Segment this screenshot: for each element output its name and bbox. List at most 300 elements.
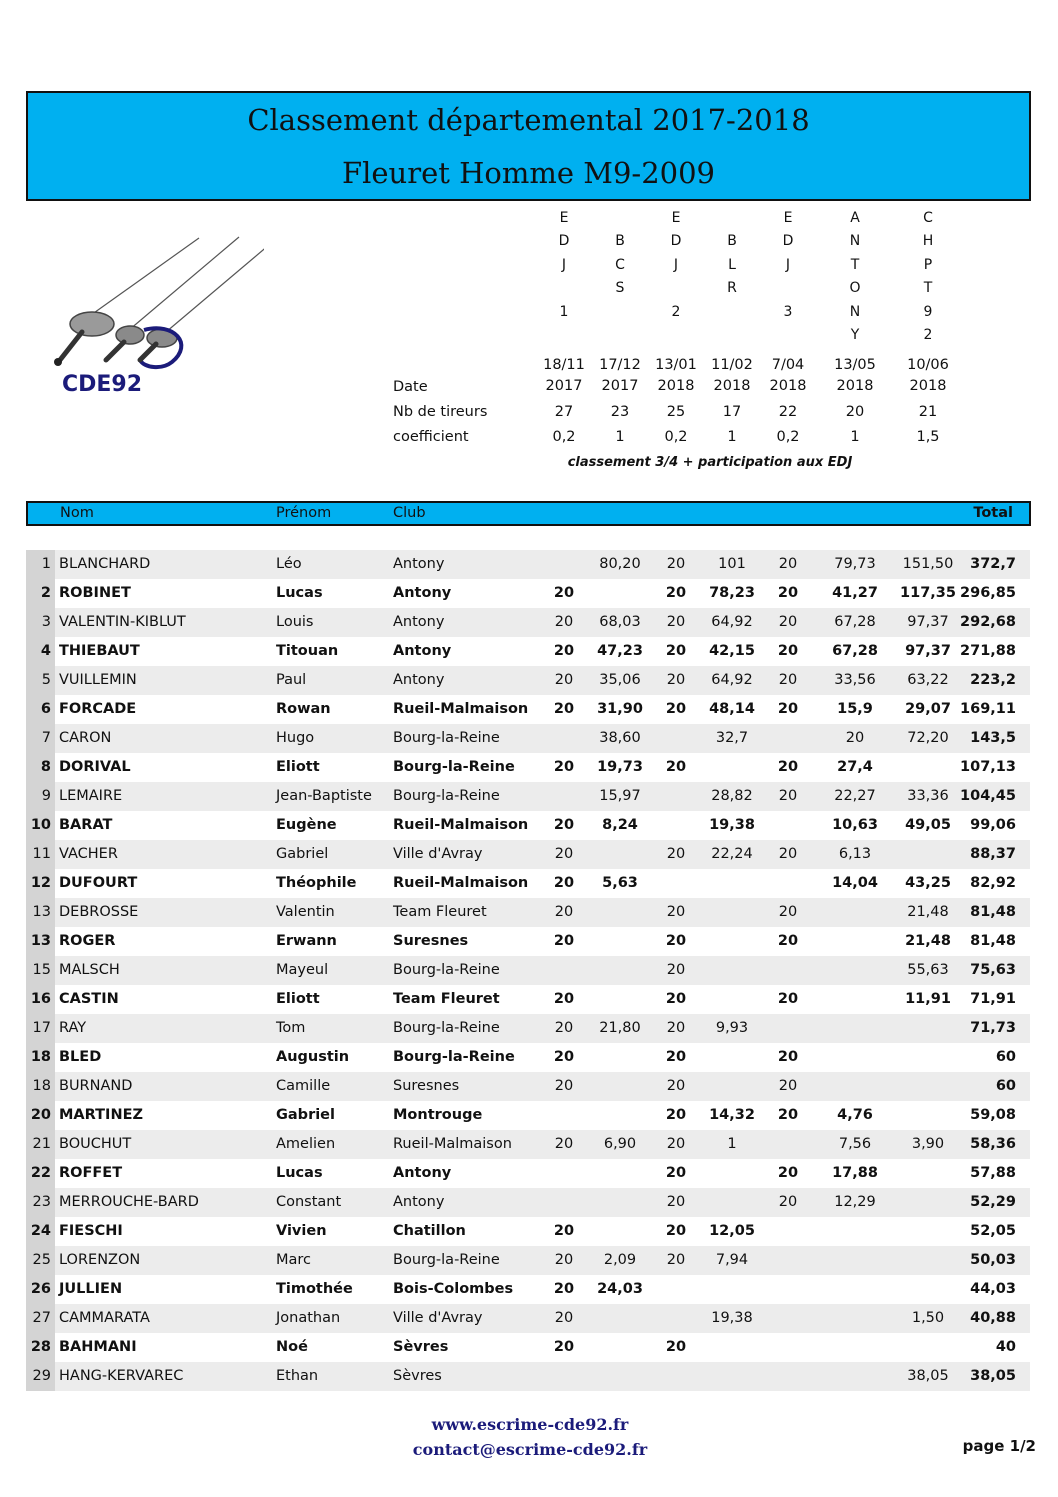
score-cell: 20 (554, 1136, 574, 1152)
nom-cell: CASTIN (59, 991, 119, 1007)
score-cell (534, 1188, 594, 1217)
score-cell: 20 (778, 614, 798, 630)
table-row (26, 608, 1030, 637)
score-cell (590, 1101, 650, 1130)
score-cell: 27,4 (837, 759, 873, 775)
score-cell: 20 (845, 730, 865, 746)
prenom-cell: Lucas (276, 585, 323, 601)
rank-cell: 7 (26, 724, 55, 753)
club-cell: Team Fleuret (393, 991, 500, 1007)
score-cell: 97,37 (907, 614, 949, 630)
score-cell: 22,27 (834, 788, 876, 804)
rank-cell: 20 (26, 1101, 55, 1130)
score-cell: 20 (665, 701, 687, 717)
club-cell: Rueil-Malmaison (393, 817, 529, 833)
score-cell: 20 (665, 1165, 687, 1181)
score-cell: 20 (665, 1339, 687, 1355)
nom-cell: LEMAIRE (59, 788, 123, 804)
page-subtitle: Fleuret Homme M9-2009 (341, 156, 715, 190)
score-cell: 20 (554, 846, 574, 862)
score-cell: 20 (666, 904, 686, 920)
rank-cell: 6 (26, 695, 55, 724)
nom-cell: RAY (59, 1020, 87, 1036)
rank-cell: 10 (26, 811, 55, 840)
score-cell (646, 811, 706, 840)
code-letter: D (670, 233, 682, 250)
club-cell: Montrouge (393, 1107, 483, 1123)
score-cell (825, 927, 885, 956)
total-cell: 143,5 (970, 730, 1016, 746)
nom-cell: MALSCH (59, 962, 120, 978)
club-cell: Antony (393, 643, 452, 659)
score-cell: 3,90 (911, 1136, 945, 1152)
nom-cell: BLED (59, 1049, 102, 1065)
coefficient-value: 1 (615, 429, 625, 445)
title-banner (26, 91, 1031, 201)
score-cell: 19,38 (711, 1310, 753, 1326)
club-cell: Bourg-la-Reine (393, 1252, 500, 1268)
score-cell: 33,56 (834, 672, 876, 688)
total-cell: 60 (995, 1049, 1016, 1065)
score-cell (898, 1159, 958, 1188)
prenom-cell: Mayeul (276, 962, 329, 978)
coefficient-value: 0,2 (776, 429, 800, 445)
score-cell (898, 840, 958, 869)
table-row (26, 840, 1030, 869)
prenom-cell: Timothée (276, 1281, 353, 1297)
competition-code-6 (835, 207, 875, 347)
code-letter: B (615, 233, 625, 250)
score-cell: 17,88 (832, 1165, 878, 1181)
ranking-note: classement 3/4 + participation aux EDJ (567, 455, 853, 470)
nom-cell: VALENTIN-KIBLUT (59, 614, 186, 630)
score-cell: 20 (554, 904, 574, 920)
score-cell: 21,48 (905, 933, 951, 949)
code-letter: E (783, 210, 793, 226)
rank-cell: 8 (26, 753, 55, 782)
prenom-cell: Paul (276, 672, 307, 688)
rank-cell: 28 (26, 1333, 55, 1362)
score-cell (534, 782, 594, 811)
code-letter: H (922, 233, 934, 250)
score-cell (758, 1362, 818, 1391)
nom-cell: CAMMARATA (59, 1310, 150, 1326)
score-cell: 14,04 (832, 875, 878, 891)
score-cell (758, 724, 818, 753)
score-cell (898, 1333, 958, 1362)
score-cell: 6,13 (838, 846, 872, 862)
total-cell: 271,88 (960, 643, 1016, 659)
score-cell: 20 (666, 1078, 686, 1094)
score-cell: 20 (554, 1078, 574, 1094)
club-cell: Antony (393, 614, 445, 630)
score-cell (758, 1217, 818, 1246)
score-cell (825, 1362, 885, 1391)
score-cell: 29,07 (905, 701, 951, 717)
table-row (26, 695, 1030, 724)
prenom-cell: Théophile (276, 875, 357, 891)
table-row (26, 1188, 1030, 1217)
score-cell: 7,56 (838, 1136, 872, 1152)
header-prenom: Prénom (276, 505, 332, 521)
score-cell: 79,73 (834, 556, 876, 572)
prenom-cell: Lucas (276, 1165, 323, 1181)
club-cell: Rueil-Malmaison (393, 875, 529, 891)
score-cell: 35,06 (599, 672, 641, 688)
score-cell: 20 (665, 991, 687, 1007)
score-cell: 42,15 (709, 643, 755, 659)
code-letter: N (849, 233, 861, 250)
nom-cell: VACHER (59, 846, 118, 862)
score-cell (534, 1362, 594, 1391)
code-letter: O (849, 280, 861, 297)
nom-cell: BOUCHUT (59, 1136, 132, 1152)
score-cell (825, 898, 885, 927)
rank-cell: 26 (26, 1275, 55, 1304)
code-letter: 1 (559, 303, 569, 320)
score-cell: 20 (553, 933, 575, 949)
score-cell (534, 550, 594, 579)
score-cell (898, 1072, 958, 1101)
score-cell (702, 956, 762, 985)
score-cell (898, 753, 958, 782)
table-row (26, 666, 1030, 695)
nb-tireurs-value: 22 (778, 404, 798, 420)
nb-tireurs-value: 27 (554, 404, 574, 420)
prenom-cell: Valentin (276, 904, 335, 920)
score-cell: 28,82 (711, 788, 753, 804)
score-cell: 20 (553, 701, 575, 717)
club-cell: Suresnes (393, 933, 469, 949)
score-cell: 101 (718, 556, 746, 572)
score-cell (534, 724, 594, 753)
score-cell (702, 869, 762, 898)
club-cell: Sèvres (393, 1339, 449, 1355)
code-letter: S (615, 280, 625, 297)
prenom-cell: Rowan (276, 701, 331, 717)
nom-cell: DUFOURT (59, 875, 138, 891)
score-cell: 14,32 (709, 1107, 755, 1123)
prenom-cell: Hugo (276, 730, 315, 746)
rank-cell: 12 (26, 869, 55, 898)
code-letter (712, 301, 752, 324)
total-cell: 292,68 (960, 614, 1016, 630)
table-row (26, 1014, 1030, 1043)
score-cell (898, 1101, 958, 1130)
score-cell: 20 (553, 875, 575, 891)
total-cell: 372,7 (970, 556, 1016, 572)
date-year: 2018 (836, 378, 874, 394)
score-cell: 67,28 (832, 643, 878, 659)
score-cell: 20 (778, 1194, 798, 1210)
code-letter: L (728, 256, 736, 273)
date-year: 2017 (545, 378, 583, 394)
total-cell: 52,05 (970, 1223, 1016, 1239)
club-cell: Rueil-Malmaison (393, 1136, 512, 1152)
club-cell: Ville d'Avray (393, 846, 483, 862)
club-cell: Bourg-la-Reine (393, 759, 515, 775)
date-day: 11/02 (711, 357, 753, 373)
prenom-cell: Eugène (276, 817, 337, 833)
rank-cell: 27 (26, 1304, 55, 1333)
score-cell: 20 (778, 1078, 798, 1094)
date-year: 2018 (657, 378, 695, 394)
table-row (26, 1072, 1030, 1101)
rank-cell: 16 (26, 985, 55, 1014)
score-cell (646, 1275, 706, 1304)
score-cell: 20 (665, 759, 687, 775)
total-cell: 169,11 (960, 701, 1016, 717)
score-cell: 20 (665, 643, 687, 659)
score-cell (590, 1362, 650, 1391)
score-cell: 20 (777, 643, 799, 659)
table-row (26, 550, 1030, 579)
coefficient-value: 0,2 (664, 429, 688, 445)
prenom-cell: Gabriel (276, 846, 329, 862)
code-letter: D (782, 233, 794, 250)
club-cell: Bourg-la-Reine (393, 730, 500, 746)
score-cell (758, 1275, 818, 1304)
coefficient-value: 1,5 (916, 429, 940, 445)
score-cell (825, 1072, 885, 1101)
score-cell: 12,05 (709, 1223, 755, 1239)
score-cell: 20 (777, 759, 799, 775)
nom-cell: ROGER (59, 933, 116, 949)
score-cell (646, 1362, 706, 1391)
code-letter: T (850, 256, 860, 273)
prenom-cell: Noé (276, 1339, 308, 1355)
club-cell: Bois-Colombes (393, 1281, 514, 1297)
rank-cell: 15 (26, 956, 55, 985)
code-letter: C (615, 256, 625, 273)
prenom-cell: Camille (276, 1078, 331, 1094)
total-cell: 223,2 (970, 672, 1016, 688)
table-header (26, 501, 1031, 526)
score-cell: 20 (666, 962, 686, 978)
table-row (26, 869, 1030, 898)
nom-cell: DEBROSSE (59, 904, 139, 920)
coefficient-label: coefficient (393, 429, 469, 445)
prenom-cell: Amelien (276, 1136, 336, 1152)
nom-cell: CARON (59, 730, 112, 746)
nom-cell: ROFFET (59, 1165, 123, 1181)
club-cell: Bourg-la-Reine (393, 788, 500, 804)
competition-code-4 (712, 207, 752, 324)
score-cell (702, 1362, 762, 1391)
score-cell: 117,35 (900, 585, 956, 601)
score-cell (758, 1246, 818, 1275)
score-cell: 20 (666, 846, 686, 862)
rank-cell: 22 (26, 1159, 55, 1188)
logo-text: CDE92 (62, 372, 143, 397)
rank-cell: 21 (26, 1130, 55, 1159)
club-cell: Antony (393, 672, 445, 688)
date-label: Date (393, 379, 428, 395)
score-cell: 72,20 (907, 730, 949, 746)
score-cell: 32,7 (715, 730, 749, 746)
club-cell: Antony (393, 556, 445, 572)
club-cell: Bourg-la-Reine (393, 1020, 500, 1036)
score-cell (758, 1333, 818, 1362)
score-cell: 20 (553, 1223, 575, 1239)
score-cell: 68,03 (599, 614, 641, 630)
code-letter: N (849, 303, 861, 320)
nb-tireurs-value: 21 (918, 404, 938, 420)
score-cell: 20 (665, 933, 687, 949)
competition-code-1 (544, 207, 584, 324)
table-row (26, 1159, 1030, 1188)
total-cell: 52,29 (970, 1194, 1016, 1210)
total-cell: 59,08 (970, 1107, 1016, 1123)
score-cell (646, 1304, 706, 1333)
score-cell (590, 927, 650, 956)
table-row (26, 1275, 1030, 1304)
prenom-cell: Augustin (276, 1049, 350, 1065)
score-cell: 64,92 (711, 614, 753, 630)
total-cell: 60 (995, 1078, 1016, 1094)
score-cell (758, 1304, 818, 1333)
score-cell: 15,9 (837, 701, 873, 717)
score-cell: 20 (553, 585, 575, 601)
rank-cell: 23 (26, 1188, 55, 1217)
table-row (26, 1304, 1030, 1333)
coefficient-value: 1 (850, 429, 860, 445)
score-cell (590, 985, 650, 1014)
total-cell: 82,92 (970, 875, 1016, 891)
club-cell: Suresnes (393, 1078, 460, 1094)
score-cell (702, 927, 762, 956)
table-row (26, 927, 1030, 956)
total-cell: 40 (995, 1339, 1016, 1355)
score-cell: 20 (554, 1252, 574, 1268)
total-cell: 81,48 (970, 904, 1016, 920)
nom-cell: MERROUCHE-BARD (59, 1194, 199, 1210)
score-cell: 20 (553, 817, 575, 833)
score-cell: 97,37 (905, 643, 951, 659)
coefficient-value: 1 (727, 429, 737, 445)
nom-cell: LORENZON (59, 1252, 141, 1268)
score-cell: 20 (554, 614, 574, 630)
score-cell (825, 1246, 885, 1275)
score-cell (646, 869, 706, 898)
score-cell: 22,24 (711, 846, 753, 862)
score-cell: 15,97 (599, 788, 641, 804)
score-cell (534, 1101, 594, 1130)
score-cell: 20 (665, 585, 687, 601)
score-cell (898, 1014, 958, 1043)
score-cell (898, 1217, 958, 1246)
score-cell: 19,38 (709, 817, 755, 833)
score-cell: 78,23 (709, 585, 755, 601)
table-row (26, 1246, 1030, 1275)
page-number: page 1/2 (962, 1437, 1036, 1455)
score-cell: 20 (554, 672, 574, 688)
header-nom: Nom (60, 505, 94, 521)
score-cell: 12,29 (834, 1194, 876, 1210)
date-day: 18/11 (543, 357, 585, 373)
club-cell: Antony (393, 1165, 452, 1181)
score-cell: 20 (553, 1281, 575, 1297)
score-cell: 64,92 (711, 672, 753, 688)
code-letter (768, 277, 808, 300)
date-day: 13/01 (655, 357, 697, 373)
score-cell: 24,03 (597, 1281, 643, 1297)
email-link[interactable]: contact@escrime-cde92.fr (412, 1440, 648, 1459)
date-year: 2018 (769, 378, 807, 394)
club-cell: Ville d'Avray (393, 1310, 483, 1326)
table-row (26, 753, 1030, 782)
total-cell: 107,13 (960, 759, 1016, 775)
score-cell: 20 (778, 904, 798, 920)
rank-cell: 4 (26, 637, 55, 666)
score-cell: 63,22 (907, 672, 949, 688)
score-cell: 151,50 (902, 556, 954, 572)
score-cell (825, 1217, 885, 1246)
score-cell (702, 1333, 762, 1362)
club-cell: Bourg-la-Reine (393, 1049, 515, 1065)
score-cell (898, 1246, 958, 1275)
score-cell (825, 1043, 885, 1072)
score-cell: 20 (666, 1252, 686, 1268)
prenom-cell: Jonathan (276, 1310, 341, 1326)
score-cell (590, 1043, 650, 1072)
total-cell: 50,03 (970, 1252, 1016, 1268)
rank-cell: 13 (26, 927, 55, 956)
score-cell (758, 1130, 818, 1159)
score-cell: 6,90 (603, 1136, 637, 1152)
nb-tireurs-label: Nb de tireurs (393, 404, 488, 420)
nom-cell: DORIVAL (59, 759, 131, 775)
score-cell (702, 753, 762, 782)
date-year: 2017 (601, 378, 639, 394)
score-cell (534, 1159, 594, 1188)
score-cell: 49,05 (905, 817, 951, 833)
score-cell: 20 (666, 672, 686, 688)
rank-cell: 25 (26, 1246, 55, 1275)
website-link[interactable]: www.escrime-cde92.fr (431, 1415, 629, 1434)
score-cell: 21,80 (599, 1020, 641, 1036)
prenom-cell: Erwann (276, 933, 337, 949)
score-cell: 20 (666, 1194, 686, 1210)
score-cell (646, 724, 706, 753)
score-cell: 21,48 (907, 904, 949, 920)
score-cell (590, 579, 650, 608)
score-cell: 38,05 (907, 1368, 949, 1384)
score-cell: 31,90 (597, 701, 643, 717)
code-letter: R (727, 280, 737, 297)
total-cell: 99,06 (970, 817, 1016, 833)
rank-cell: 18 (26, 1072, 55, 1101)
rank-cell: 18 (26, 1043, 55, 1072)
score-cell (590, 1304, 650, 1333)
club-cell: Sèvres (393, 1368, 442, 1384)
nom-cell: FIESCHI (59, 1223, 123, 1239)
competition-code-7 (908, 207, 948, 347)
table-row (26, 1362, 1030, 1391)
nom-cell: JULLIEN (59, 1281, 123, 1297)
competition-code-3 (656, 207, 696, 324)
code-letter (544, 277, 584, 300)
score-cell (590, 898, 650, 927)
score-cell: 20 (666, 1136, 686, 1152)
club-cell: Bourg-la-Reine (393, 962, 500, 978)
total-cell: 38,05 (970, 1368, 1016, 1384)
date-year: 2018 (713, 378, 751, 394)
score-cell: 20 (777, 991, 799, 1007)
table-row (26, 637, 1030, 666)
nom-cell: FORCADE (59, 701, 137, 717)
total-cell: 58,36 (970, 1136, 1016, 1152)
